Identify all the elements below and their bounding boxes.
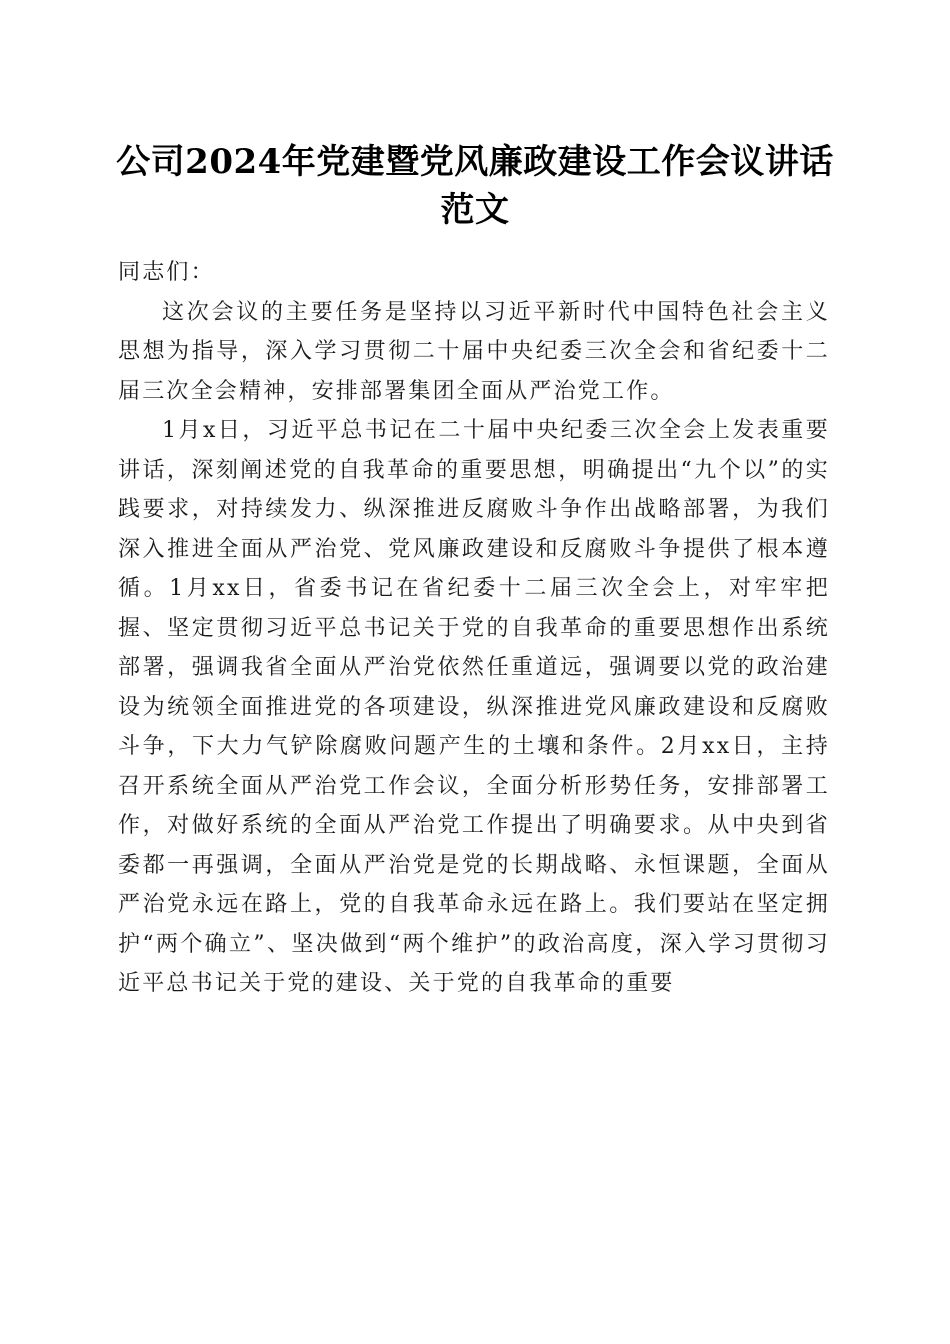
paragraph-2: 1月x日，习近平总书记在二十届中央纪委三次全会上发表重要讲话，深刻阐述党的自我革命的重要思想，明确提出“九个以”的实践要求，对持续发力、纵深推进反腐败斗争作出战略部署，为我们深入推进全面从严治党、党风廉政建设和反腐败斗争提供了根本遵循。1月xx日，省委书记在省纪委十二届三次全会上，对牢牢把握、坚定贯彻习近平总书记关于党的自我革命的重要思想作出系统部署，强调我省全面从严治党依然任重道远，强调要以党的政治建设为统领全面推进党的各项建设，纵深推进党风廉政建设和反腐败斗争，下大力气铲除腐败问题产生的土壤和条件。2月xx日，主持召开系统全面从严治党工作会议，全面分析形势任务，安排部署工作，对做好系统的全面从严治党工作提出了明确要求。从中央到省委都一再强调，全面从严治党是党的长期战略、永恒课题，全面从严治党永远在路上，党的自我革命永远在路上。我们要站在坚定拥护“两个确立”、坚决做到“两个维护”的政治高度，深入学习贯彻习近平总书记关于党的建设、关于党的自我革命的重要 [118, 418, 830, 996]
document-body [118, 253, 830, 1004]
paragraph-1: 这次会议的主要任务是坚持以习近平新时代中国特色社会主义思想为指导，深入学习贯彻二十届中央纪委三次全会和省纪委十二届三次全会精神，安排部署集团全面从严治党工作。 [118, 299, 830, 404]
greeting: 同志们： [118, 260, 215, 285]
document-title: 公司2024年党建暨党风廉政建设工作会议讲话范文 [116, 142, 834, 230]
